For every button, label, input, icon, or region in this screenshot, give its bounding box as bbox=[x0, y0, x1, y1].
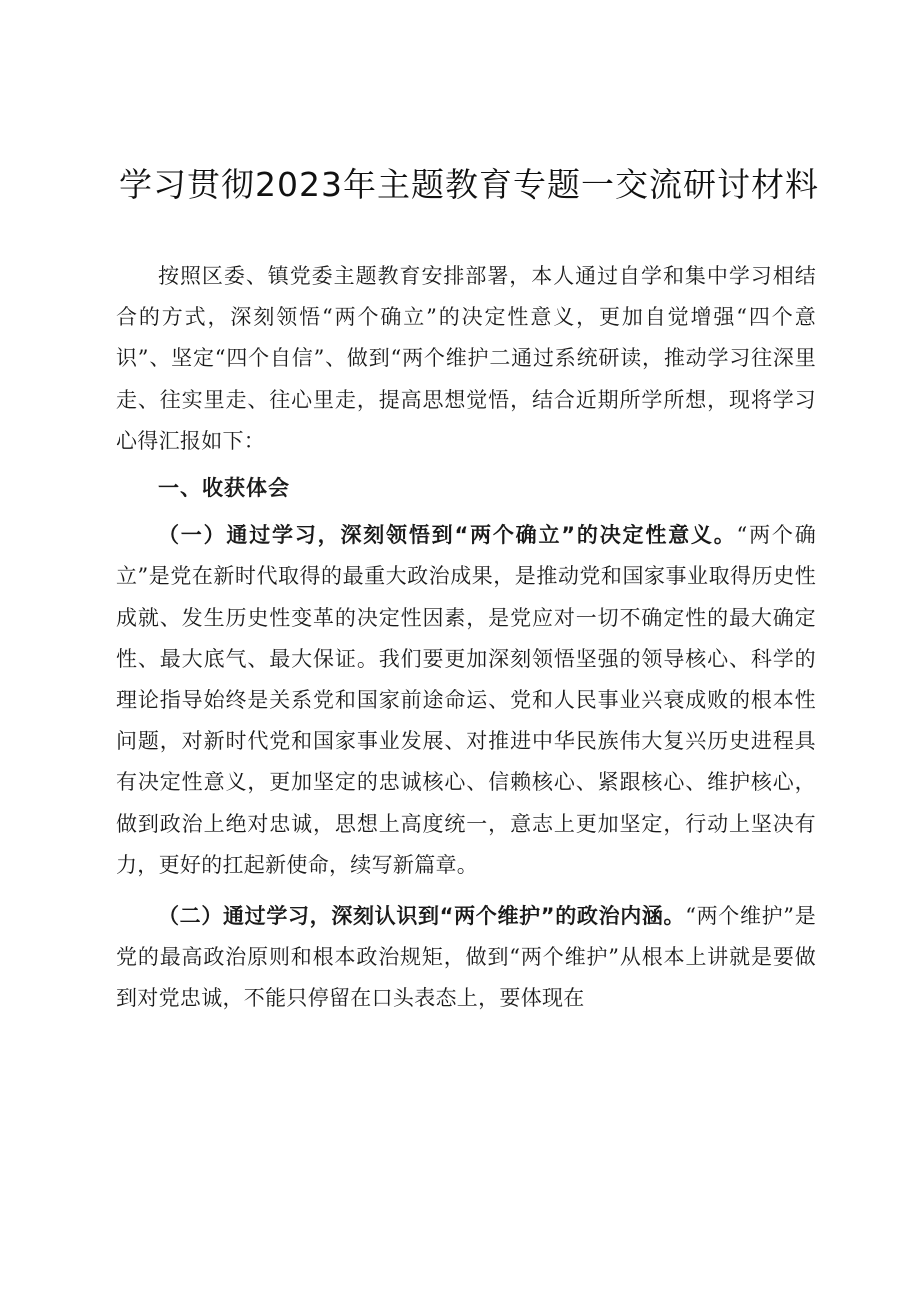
paragraph-item-2-lead: （二）通过学习，深刻认识到“两个维护”的政治内涵。 bbox=[158, 904, 686, 929]
document-title: 学习贯彻2023年主题教育专题一交流研讨材料 bbox=[119, 165, 819, 204]
intro-paragraph: 按照区委、镇党委主题教育安排部署，本人通过自学和集中学习相结合的方式，深刻领悟“两个确立”的决定性意义，更加自觉增强“四个意识”、坚定“四个自信”、做到“两个维护二通过系统研读，推动学习往深里走、往实里走、往心里走，提高思想觉悟，结合近期所学所想，现将学习心得汇报如下： bbox=[116, 264, 816, 453]
paragraph-item-2 bbox=[116, 896, 816, 1020]
section-heading-harvest: 一、收获体会 bbox=[158, 476, 290, 501]
paragraph-item-2-text: “两个维护”是党的最高政治原则和根本政治规矩，做到“两个维护”从根本上讲就是要做到对党忠诚，不能只停留在口头表态上，要体现在 bbox=[116, 904, 816, 1011]
document-body bbox=[116, 256, 816, 1020]
paragraph-item-1 bbox=[116, 515, 816, 886]
paragraph-item-1-text: “两个确立”是党在新时代取得的最重大政治成果，是推动党和国家事业取得历史性成就、发生历史性变革的决定性因素，是党应对一切不确定性的最大确定性、最大底气、最大保证。我们要更加深刻领悟坚强的领导核心、科学的理论指导始终是关系党和国家前途命运、党和人民事业兴衰成败的根本性问题，对新时代党和国家事业发展、对推进中华民族伟大复兴历史进程具有决定性意义，更加坚定的忠诚核心、信赖核心、紧跟核心、维护核心，做到政治上绝对忠诚，思想上高度统一，意志上更加坚定，行动上坚决有力，更好的扛起新使命，续写新篇章。 bbox=[116, 523, 816, 877]
paragraph-item-1-lead: （一）通过学习，深刻领悟到“两个确立”的决定性意义。 bbox=[158, 523, 737, 548]
